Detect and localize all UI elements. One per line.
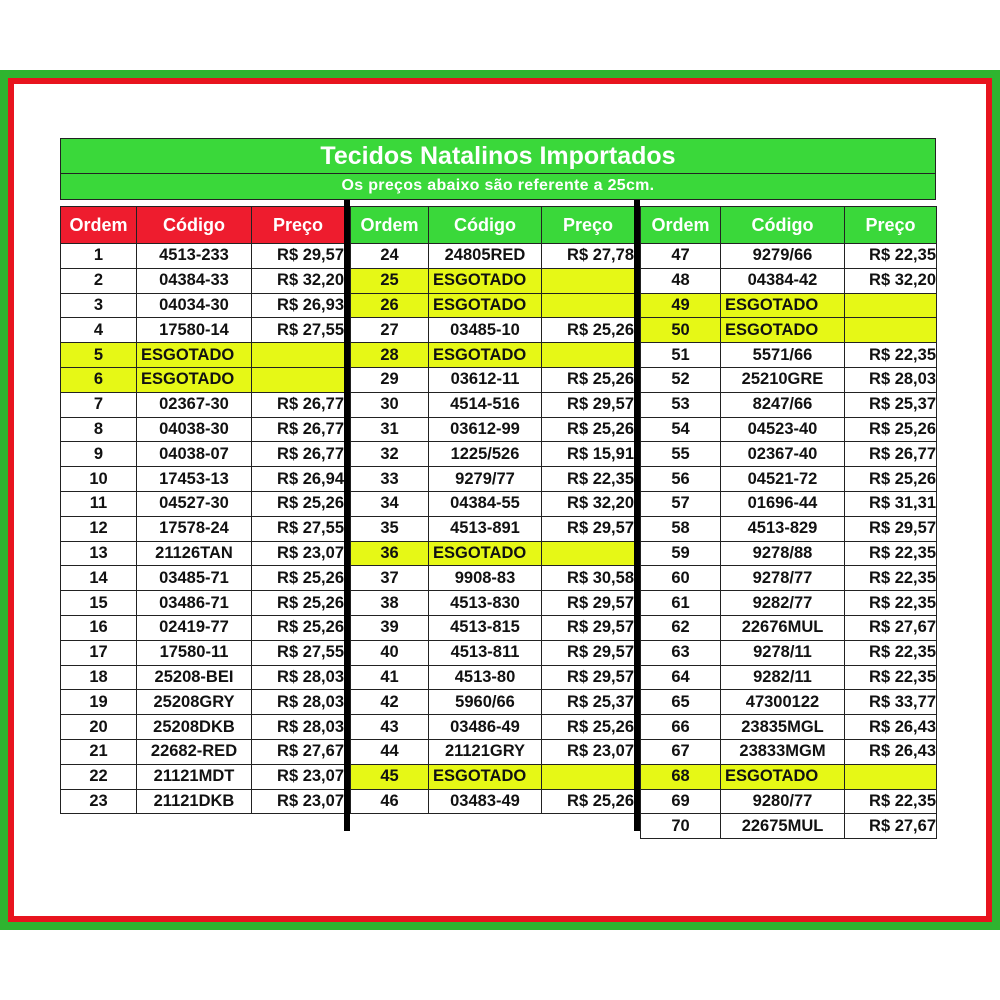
codigo-cell: ESGOTADO [137, 343, 252, 368]
ordem-cell: 5 [61, 343, 137, 368]
table-row-sold-out [641, 318, 937, 343]
table-row [351, 392, 635, 417]
codigo-cell: 4513-811 [429, 640, 542, 665]
preco-cell: R$ 28,03 [845, 367, 937, 392]
table-row-sold-out [351, 343, 635, 368]
table-row [641, 392, 937, 417]
codigo-cell: 4513-830 [429, 591, 542, 616]
preco-cell: R$ 28,03 [252, 665, 345, 690]
preco-cell [542, 343, 635, 368]
codigo-cell: 04384-55 [429, 491, 542, 516]
codigo-cell: ESGOTADO [429, 343, 542, 368]
preco-cell: R$ 22,35 [542, 467, 635, 492]
table-row [641, 442, 937, 467]
ordem-cell: 59 [641, 541, 721, 566]
preco-cell: R$ 29,57 [542, 591, 635, 616]
ordem-cell: 64 [641, 665, 721, 690]
table-row-sold-out [351, 541, 635, 566]
table-row [351, 491, 635, 516]
table-row [61, 764, 345, 789]
ordem-cell: 22 [61, 764, 137, 789]
ordem-cell: 70 [641, 814, 721, 839]
preco-cell: R$ 26,77 [252, 392, 345, 417]
table-row [61, 715, 345, 740]
preco-cell: R$ 22,35 [845, 789, 937, 814]
table-row-sold-out [351, 268, 635, 293]
table-row [351, 739, 635, 764]
codigo-cell: ESGOTADO [721, 318, 845, 343]
ordem-cell: 39 [351, 615, 429, 640]
ordem-cell: 30 [351, 392, 429, 417]
preco-cell: R$ 25,26 [542, 789, 635, 814]
ordem-cell: 51 [641, 343, 721, 368]
preco-cell: R$ 22,35 [845, 566, 937, 591]
preco-cell [542, 764, 635, 789]
preco-cell: R$ 27,67 [845, 615, 937, 640]
codigo-cell: 25210GRE [721, 367, 845, 392]
ordem-cell: 8 [61, 417, 137, 442]
table-row [641, 343, 937, 368]
table-row [61, 516, 345, 541]
preco-cell [542, 293, 635, 318]
preco-cell: R$ 25,26 [542, 417, 635, 442]
price-table-3 [640, 206, 937, 839]
ordem-cell: 24 [351, 244, 429, 269]
codigo-cell: 04523-40 [721, 417, 845, 442]
preco-cell: R$ 29,57 [845, 516, 937, 541]
preco-cell: R$ 32,20 [845, 268, 937, 293]
codigo-cell: 25208GRY [137, 690, 252, 715]
ordem-cell: 32 [351, 442, 429, 467]
table-row [641, 789, 937, 814]
table-row [641, 591, 937, 616]
codigo-cell: 03612-99 [429, 417, 542, 442]
preco-cell: R$ 25,37 [542, 690, 635, 715]
codigo-cell: 4513-891 [429, 516, 542, 541]
table-row [351, 715, 635, 740]
table-row [641, 467, 937, 492]
preco-cell: R$ 26,77 [845, 442, 937, 467]
codigo-cell: 9282/11 [721, 665, 845, 690]
table-row [61, 690, 345, 715]
preco-cell: R$ 25,26 [252, 591, 345, 616]
ordem-cell: 57 [641, 491, 721, 516]
ordem-cell: 69 [641, 789, 721, 814]
codigo-cell: 04521-72 [721, 467, 845, 492]
preco-cell: R$ 26,93 [252, 293, 345, 318]
preco-cell: R$ 27,55 [252, 640, 345, 665]
table-row [641, 566, 937, 591]
table-row [641, 615, 937, 640]
preco-cell: R$ 29,57 [542, 516, 635, 541]
codigo-cell: 17580-14 [137, 318, 252, 343]
codigo-cell: 23835MGL [721, 715, 845, 740]
preco-cell: R$ 25,26 [845, 467, 937, 492]
ordem-cell: 28 [351, 343, 429, 368]
ordem-cell: 3 [61, 293, 137, 318]
preco-cell [845, 764, 937, 789]
table-row [351, 318, 635, 343]
header-preco: Preço [845, 207, 937, 244]
preco-cell [845, 293, 937, 318]
ordem-cell: 31 [351, 417, 429, 442]
ordem-cell: 49 [641, 293, 721, 318]
codigo-cell: 03486-71 [137, 591, 252, 616]
codigo-cell: 03485-10 [429, 318, 542, 343]
table-row [61, 244, 345, 269]
table-header-row [641, 207, 937, 244]
codigo-cell: 02367-40 [721, 442, 845, 467]
codigo-cell: 23833MGM [721, 739, 845, 764]
ordem-cell: 60 [641, 566, 721, 591]
table-row [61, 293, 345, 318]
table-header-row [61, 207, 345, 244]
table-row [61, 789, 345, 814]
table-row [351, 615, 635, 640]
price-table-1 [60, 206, 345, 814]
table-row [641, 541, 937, 566]
table-row [61, 541, 345, 566]
preco-cell: R$ 26,77 [252, 417, 345, 442]
preco-cell [252, 367, 345, 392]
preco-cell: R$ 32,20 [252, 268, 345, 293]
ordem-cell: 63 [641, 640, 721, 665]
table-row [641, 417, 937, 442]
table-row [351, 789, 635, 814]
codigo-cell: 17578-24 [137, 516, 252, 541]
preco-cell: R$ 33,77 [845, 690, 937, 715]
preco-cell: R$ 23,07 [252, 764, 345, 789]
preco-cell: R$ 22,35 [845, 665, 937, 690]
codigo-cell: ESGOTADO [429, 764, 542, 789]
table-header-row [351, 207, 635, 244]
ordem-cell: 17 [61, 640, 137, 665]
header-ordem: Ordem [61, 207, 137, 244]
page-title: Tecidos Natalinos Importados [60, 138, 936, 174]
preco-cell: R$ 22,35 [845, 640, 937, 665]
codigo-cell: 17580-11 [137, 640, 252, 665]
codigo-cell: 21126TAN [137, 541, 252, 566]
codigo-cell: 4513-233 [137, 244, 252, 269]
codigo-cell: 02419-77 [137, 615, 252, 640]
preco-cell: R$ 29,57 [252, 244, 345, 269]
table-row [641, 814, 937, 839]
ordem-cell: 18 [61, 665, 137, 690]
table-row [351, 442, 635, 467]
ordem-cell: 56 [641, 467, 721, 492]
table-row [351, 566, 635, 591]
preco-cell: R$ 32,20 [542, 491, 635, 516]
ordem-cell: 27 [351, 318, 429, 343]
table-row [641, 640, 937, 665]
preco-cell: R$ 29,57 [542, 665, 635, 690]
ordem-cell: 42 [351, 690, 429, 715]
preco-cell: R$ 26,77 [252, 442, 345, 467]
table-row [351, 591, 635, 616]
preco-cell: R$ 23,07 [252, 541, 345, 566]
codigo-cell: 25208DKB [137, 715, 252, 740]
ordem-cell: 61 [641, 591, 721, 616]
codigo-cell: 9278/88 [721, 541, 845, 566]
preco-cell: R$ 26,43 [845, 739, 937, 764]
ordem-cell: 54 [641, 417, 721, 442]
table-row [641, 244, 937, 269]
codigo-cell: 03612-11 [429, 367, 542, 392]
ordem-cell: 23 [61, 789, 137, 814]
ordem-cell: 16 [61, 615, 137, 640]
ordem-cell: 34 [351, 491, 429, 516]
table-row-sold-out [61, 367, 345, 392]
preco-cell: R$ 26,94 [252, 467, 345, 492]
table-row [351, 467, 635, 492]
table-row [61, 467, 345, 492]
codigo-cell: 47300122 [721, 690, 845, 715]
table-row [351, 417, 635, 442]
ordem-cell: 26 [351, 293, 429, 318]
table-row [61, 615, 345, 640]
table-row [61, 392, 345, 417]
table-row [61, 417, 345, 442]
ordem-cell: 11 [61, 491, 137, 516]
codigo-cell: 04038-07 [137, 442, 252, 467]
table-row-sold-out [61, 343, 345, 368]
table-row [61, 665, 345, 690]
table-row [351, 665, 635, 690]
codigo-cell: 03483-49 [429, 789, 542, 814]
codigo-cell: 9279/77 [429, 467, 542, 492]
table-row [351, 640, 635, 665]
codigo-cell: 9282/77 [721, 591, 845, 616]
table-row [61, 566, 345, 591]
codigo-cell: 9908-83 [429, 566, 542, 591]
codigo-cell: 21121DKB [137, 789, 252, 814]
table-row [641, 367, 937, 392]
codigo-cell: ESGOTADO [429, 268, 542, 293]
codigo-cell: 04384-33 [137, 268, 252, 293]
ordem-cell: 25 [351, 268, 429, 293]
ordem-cell: 2 [61, 268, 137, 293]
ordem-cell: 7 [61, 392, 137, 417]
preco-cell: R$ 23,07 [252, 789, 345, 814]
ordem-cell: 29 [351, 367, 429, 392]
ordem-cell: 20 [61, 715, 137, 740]
codigo-cell: 4513-815 [429, 615, 542, 640]
table-row [61, 640, 345, 665]
table-row-sold-out [351, 764, 635, 789]
preco-cell: R$ 27,78 [542, 244, 635, 269]
codigo-cell: 02367-30 [137, 392, 252, 417]
preco-cell: R$ 25,26 [252, 566, 345, 591]
table-row [61, 739, 345, 764]
ordem-cell: 66 [641, 715, 721, 740]
table-row [641, 665, 937, 690]
ordem-cell: 55 [641, 442, 721, 467]
preco-cell: R$ 25,26 [845, 417, 937, 442]
ordem-cell: 9 [61, 442, 137, 467]
codigo-cell: 4514-516 [429, 392, 542, 417]
codigo-cell: ESGOTADO [721, 293, 845, 318]
preco-cell: R$ 25,26 [542, 367, 635, 392]
ordem-cell: 35 [351, 516, 429, 541]
ordem-cell: 48 [641, 268, 721, 293]
ordem-cell: 38 [351, 591, 429, 616]
preco-cell [542, 541, 635, 566]
table-row [61, 268, 345, 293]
preco-cell: R$ 25,26 [252, 491, 345, 516]
preco-cell: R$ 25,37 [845, 392, 937, 417]
preco-cell: R$ 27,67 [252, 739, 345, 764]
table-row-sold-out [351, 293, 635, 318]
table-row [641, 715, 937, 740]
ordem-cell: 45 [351, 764, 429, 789]
codigo-cell: 04034-30 [137, 293, 252, 318]
codigo-cell: 4513-829 [721, 516, 845, 541]
preco-cell [845, 318, 937, 343]
codigo-cell: 5960/66 [429, 690, 542, 715]
ordem-cell: 36 [351, 541, 429, 566]
codigo-cell: 17453-13 [137, 467, 252, 492]
preco-cell: R$ 30,58 [542, 566, 635, 591]
header-preco: Preço [252, 207, 345, 244]
codigo-cell: 22675MUL [721, 814, 845, 839]
ordem-cell: 41 [351, 665, 429, 690]
codigo-cell: 9278/11 [721, 640, 845, 665]
ordem-cell: 65 [641, 690, 721, 715]
header-ordem: Ordem [351, 207, 429, 244]
codigo-cell: 9279/66 [721, 244, 845, 269]
ordem-cell: 46 [351, 789, 429, 814]
ordem-cell: 40 [351, 640, 429, 665]
codigo-cell: 5571/66 [721, 343, 845, 368]
ordem-cell: 68 [641, 764, 721, 789]
preco-cell: R$ 29,57 [542, 392, 635, 417]
codigo-cell: 25208-BEI [137, 665, 252, 690]
preco-cell [252, 343, 345, 368]
table-row [61, 442, 345, 467]
codigo-cell: 4513-80 [429, 665, 542, 690]
ordem-cell: 21 [61, 739, 137, 764]
header-preco: Preço [542, 207, 635, 244]
codigo-cell: 22676MUL [721, 615, 845, 640]
ordem-cell: 43 [351, 715, 429, 740]
codigo-cell: ESGOTADO [429, 541, 542, 566]
ordem-cell: 33 [351, 467, 429, 492]
table-row [61, 491, 345, 516]
codigo-cell: 8247/66 [721, 392, 845, 417]
header-codigo: Código [429, 207, 542, 244]
table-row [61, 318, 345, 343]
preco-cell: R$ 22,35 [845, 541, 937, 566]
codigo-cell: 04038-30 [137, 417, 252, 442]
ordem-cell: 37 [351, 566, 429, 591]
page-subtitle: Os preços abaixo são referente a 25cm. [60, 174, 936, 200]
table-row [351, 367, 635, 392]
codigo-cell: 22682-RED [137, 739, 252, 764]
ordem-cell: 62 [641, 615, 721, 640]
preco-cell: R$ 29,57 [542, 615, 635, 640]
ordem-cell: 6 [61, 367, 137, 392]
ordem-cell: 53 [641, 392, 721, 417]
table-row [641, 268, 937, 293]
preco-cell: R$ 27,67 [845, 814, 937, 839]
preco-cell: R$ 25,26 [252, 615, 345, 640]
preco-cell: R$ 26,43 [845, 715, 937, 740]
preco-cell [542, 268, 635, 293]
codigo-cell: 1225/526 [429, 442, 542, 467]
preco-cell: R$ 29,57 [542, 640, 635, 665]
preco-cell: R$ 28,03 [252, 690, 345, 715]
table-row-sold-out [641, 293, 937, 318]
preco-cell: R$ 25,26 [542, 715, 635, 740]
table-row [641, 491, 937, 516]
codigo-cell: 9278/77 [721, 566, 845, 591]
ordem-cell: 12 [61, 516, 137, 541]
codigo-cell: ESGOTADO [429, 293, 542, 318]
ordem-cell: 14 [61, 566, 137, 591]
ordem-cell: 4 [61, 318, 137, 343]
header-codigo: Código [721, 207, 845, 244]
ordem-cell: 15 [61, 591, 137, 616]
codigo-cell: ESGOTADO [721, 764, 845, 789]
preco-cell: R$ 27,55 [252, 318, 345, 343]
codigo-cell: 21121GRY [429, 739, 542, 764]
codigo-cell: 9280/77 [721, 789, 845, 814]
table-row [351, 244, 635, 269]
codigo-cell: 03485-71 [137, 566, 252, 591]
preco-cell: R$ 22,35 [845, 343, 937, 368]
ordem-cell: 67 [641, 739, 721, 764]
table-row [351, 516, 635, 541]
preco-cell: R$ 23,07 [542, 739, 635, 764]
ordem-cell: 10 [61, 467, 137, 492]
ordem-cell: 52 [641, 367, 721, 392]
codigo-cell: 21121MDT [137, 764, 252, 789]
table-row-sold-out [641, 764, 937, 789]
table-row [351, 690, 635, 715]
codigo-cell: 03486-49 [429, 715, 542, 740]
ordem-cell: 19 [61, 690, 137, 715]
preco-cell: R$ 28,03 [252, 715, 345, 740]
preco-cell: R$ 31,31 [845, 491, 937, 516]
preco-cell: R$ 22,35 [845, 244, 937, 269]
preco-cell: R$ 27,55 [252, 516, 345, 541]
preco-cell: R$ 25,26 [542, 318, 635, 343]
ordem-cell: 58 [641, 516, 721, 541]
preco-cell: R$ 15,91 [542, 442, 635, 467]
codigo-cell: 04384-42 [721, 268, 845, 293]
ordem-cell: 13 [61, 541, 137, 566]
codigo-cell: 24805RED [429, 244, 542, 269]
codigo-cell: 01696-44 [721, 491, 845, 516]
table-row [641, 516, 937, 541]
price-table-2 [350, 206, 635, 814]
ordem-cell: 47 [641, 244, 721, 269]
preco-cell: R$ 22,35 [845, 591, 937, 616]
ordem-cell: 44 [351, 739, 429, 764]
table-row [641, 739, 937, 764]
codigo-cell: ESGOTADO [137, 367, 252, 392]
table-row [61, 591, 345, 616]
codigo-cell: 04527-30 [137, 491, 252, 516]
ordem-cell: 1 [61, 244, 137, 269]
header-codigo: Código [137, 207, 252, 244]
table-row [641, 690, 937, 715]
ordem-cell: 50 [641, 318, 721, 343]
header-ordem: Ordem [641, 207, 721, 244]
